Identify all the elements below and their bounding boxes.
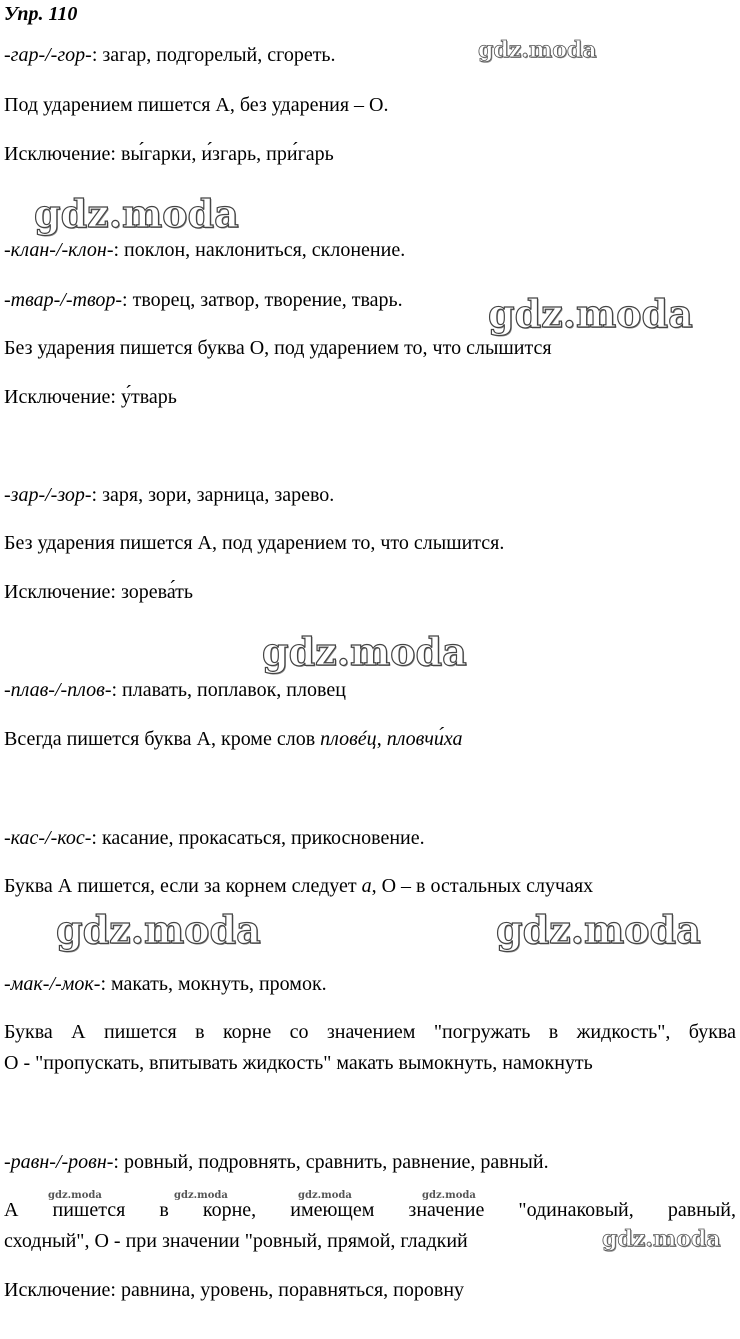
root-line-kas-kos bbox=[4, 826, 425, 850]
rule-line: О - "пропускать, впитывать жидкость" макать вымокнуть, намокнуть bbox=[4, 1052, 593, 1074]
exception-line: Исключение: вы́гарки, и́згарь, при́гарь bbox=[4, 143, 334, 165]
rule-word: пловчи́ха bbox=[386, 728, 463, 750]
root-line-gar-gor bbox=[4, 43, 336, 67]
examples: : макать, мокнуть, промок. bbox=[100, 973, 327, 995]
exception-line: Исключение: зорева́ть bbox=[4, 581, 194, 603]
watermark: gdz.moda bbox=[488, 291, 693, 336]
rule-line: А пишется в корне, имеющем значение "одинаковый, равный, bbox=[4, 1199, 736, 1221]
examples: : ровный, подровнять, сравнить, равнение, равный. bbox=[113, 1151, 549, 1173]
root-line-tvar-tvor bbox=[4, 288, 403, 312]
watermark: gdz.moda bbox=[48, 1190, 102, 1201]
examples: : творец, затвор, творение, тварь. bbox=[122, 289, 403, 311]
watermark: gdz.moda bbox=[298, 1190, 352, 1201]
rule-separator: , bbox=[376, 728, 387, 750]
rule-line bbox=[4, 874, 593, 898]
watermark: gdz.moda bbox=[602, 1226, 721, 1252]
root-line-zar-zor bbox=[4, 483, 334, 507]
rule-text: Буква А пишется, если за корнем следует bbox=[4, 875, 362, 897]
exception-line: Исключение: у́тварь bbox=[4, 386, 177, 408]
watermark: gdz.moda bbox=[174, 1190, 228, 1201]
examples: : заря, зори, зарница, зарево. bbox=[91, 484, 335, 506]
root-line-mak-mok bbox=[4, 972, 327, 996]
rule-line: сходный", О - при значении "ровный, прямой, гладкий bbox=[4, 1230, 468, 1252]
watermark: gdz.moda bbox=[496, 907, 701, 952]
rule-line: Буква А пишется в корне со значением "погружать в жидкость", буква bbox=[4, 1021, 736, 1043]
rule-text: Всегда пишется буква А, кроме слов bbox=[4, 728, 321, 750]
root-label: -клан-/-клон- bbox=[4, 239, 114, 261]
root-label: -гар-/-гор- bbox=[4, 44, 92, 66]
examples: : касание, прокасаться, прикосновение. bbox=[91, 827, 425, 849]
rule-text: , О – в остальных случаях bbox=[371, 875, 594, 897]
exception-line: Исключение: равнина, уровень, поравняться, поровну bbox=[4, 1279, 465, 1301]
examples: : плавать, поплавок, пловец bbox=[111, 679, 346, 701]
examples: : загар, подгорелый, сгореть. bbox=[91, 44, 336, 66]
root-label: -равн-/-ровн- bbox=[4, 1151, 114, 1173]
rule-line: Без ударения пишется буква О, под ударением то, что слышится bbox=[4, 337, 552, 359]
root-line-klan-klon bbox=[4, 238, 405, 262]
root-label: -кас-/-кос- bbox=[4, 827, 92, 849]
rule-word: пловéц bbox=[320, 728, 377, 750]
root-label: -зар-/-зор- bbox=[4, 484, 92, 506]
root-label: -мак-/-мок- bbox=[4, 973, 101, 995]
rule-letter: а bbox=[361, 875, 372, 897]
watermark: gdz.moda bbox=[34, 191, 239, 236]
root-line-ravn-rovn bbox=[4, 1150, 549, 1174]
examples: : поклон, наклониться, склонение. bbox=[113, 239, 406, 261]
watermark: gdz.moda bbox=[478, 37, 597, 63]
rule-line bbox=[4, 727, 463, 751]
watermark: gdz.moda bbox=[422, 1190, 476, 1201]
exercise-title: Упр. 110 bbox=[4, 3, 78, 25]
root-label: -плав-/-плов- bbox=[4, 679, 112, 701]
watermark: gdz.moda bbox=[56, 907, 261, 952]
rule-line: Без ударения пишется А, под ударением то, что слышится. bbox=[4, 532, 505, 554]
root-label: -твар-/-твор- bbox=[4, 289, 123, 311]
rule-line: Под ударением пишется А, без ударения – О. bbox=[4, 94, 389, 116]
root-line-plav-plov bbox=[4, 678, 346, 702]
watermark: gdz.moda bbox=[262, 629, 467, 674]
